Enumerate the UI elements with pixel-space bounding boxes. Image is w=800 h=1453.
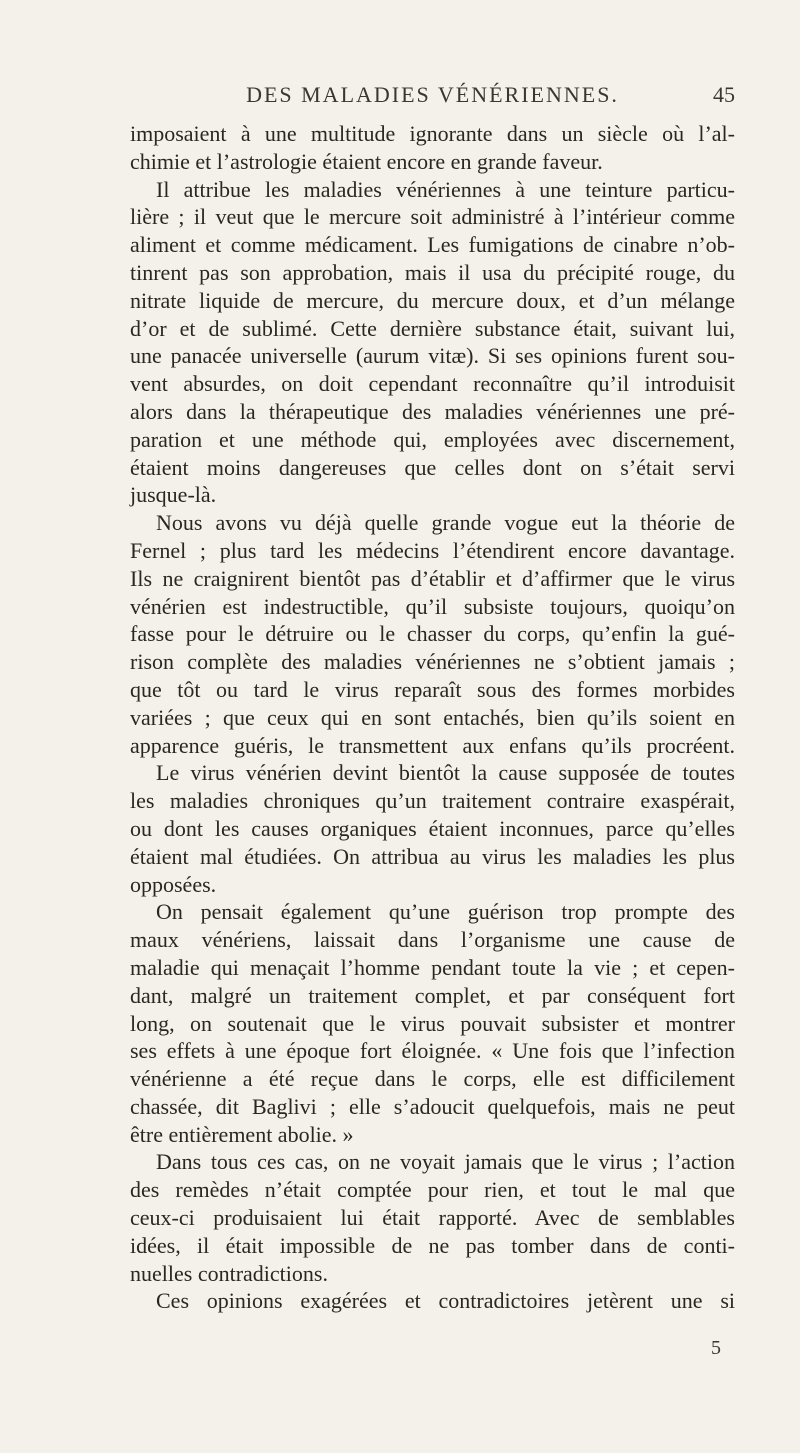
text-line: long, on soutenait que le virus pouvait subsister et montrer <box>130 1010 735 1036</box>
text-line: aliment et comme médicament. Les fumigations de cinabre n’ob- <box>130 232 735 258</box>
text-line: Le virus vénérien devint bientôt la cause supposée de toutes <box>156 760 735 786</box>
text-line: lière ; il veut que le mercure soit administré à l’intérieur comme <box>130 204 735 230</box>
text-line: alors dans la thérapeutique des maladies vénériennes une pré- <box>130 398 735 424</box>
text-line: opposées. <box>130 871 217 897</box>
page-number: 45 <box>713 82 735 107</box>
text-line: étaient mal étudiées. On attribua au virus les maladies les plus <box>130 843 735 869</box>
text-line: apparence guéris, le transmettent aux enfans qu’ils procréent. <box>130 732 735 758</box>
text-line: ses effets à une époque fort éloignée. « Une fois que l’infection <box>130 1038 735 1064</box>
text-line: Il attribue les maladies vénériennes à une teinture particu- <box>156 176 735 202</box>
text-line: chimie et l’astrologie étaient encore en grande faveur. <box>130 148 603 174</box>
text-line: Fernel ; plus tard les médecins l’étendirent encore davantage. <box>130 537 735 563</box>
text-line: nitrate liquide de mercure, du mercure doux, et d’un mélange <box>130 287 735 313</box>
text-line: jusque-là. <box>130 482 217 508</box>
body-text <box>130 120 735 1315</box>
text-line: dant, malgré un traitement complet, et par conséquent fort <box>130 982 735 1008</box>
text-line: On pensait également qu’une guérison trop prompte des <box>156 899 735 925</box>
text-line: maux vénériens, laissait dans l’organisme une cause de <box>130 927 735 953</box>
text-line: Ces opinions exagérées et contradictoires jetèrent une si <box>156 1288 735 1314</box>
text-line: vénérienne a été reçue dans le corps, elle est difficilement <box>130 1066 735 1092</box>
text-line: vénérien est indestructible, qu’il subsiste toujours, quoiqu’on <box>130 593 735 619</box>
text-line: étaient moins dangereuses que celles dont on s’était servi <box>130 454 735 480</box>
text-line: tinrent pas son approbation, mais il usa du précipité rouge, du <box>130 259 735 285</box>
text-line: ceux-ci produisaient lui était rapporté. Avec de semblables <box>130 1205 735 1231</box>
text-line: Nous avons vu déjà quelle grande vogue eut la théorie de <box>156 510 735 536</box>
text-line: que tôt ou tard le virus reparaît sous des formes morbides <box>130 676 735 702</box>
text-line: Dans tous ces cas, on ne voyait jamais que le virus ; l’action <box>156 1149 735 1175</box>
text-line: chassée, dit Baglivi ; elle s’adoucit quelquefois, mais ne peut <box>130 1093 735 1119</box>
text-line: paration et une méthode qui, employées avec discernement, <box>130 426 735 452</box>
text-line: idées, il était impossible de ne pas tomber dans de conti- <box>130 1232 735 1258</box>
text-line: maladie qui menaçait l’homme pendant toute la vie ; et cepen- <box>130 954 735 980</box>
text-line: vent absurdes, on doit cependant reconnaître qu’il introduisit <box>130 371 735 397</box>
signature-mark: 5 <box>711 1337 721 1359</box>
text-line: rison complète des maladies vénériennes ne s’obtient jamais ; <box>130 649 735 675</box>
text-line: d’or et de sublimé. Cette dernière substance était, suivant lui, <box>130 315 735 341</box>
text-line: ou dont les causes organiques étaient inconnues, parce qu’elles <box>130 815 735 841</box>
page-header <box>130 82 735 116</box>
text-line: être entièrement abolie. » <box>130 1121 354 1147</box>
text-line: des remèdes n’était comptée pour rien, et tout le mal que <box>130 1177 735 1203</box>
running-title: DES MALADIES VÉNÉRIENNES. <box>246 82 619 107</box>
text-line: une panacée universelle (aurum vitæ). Si ses opinions furent sou- <box>130 343 735 369</box>
text-line: les maladies chroniques qu’un traitement contraire exaspérait, <box>130 788 735 814</box>
text-line: Ils ne craignirent bientôt pas d’établir et d’affirmer que le virus <box>130 565 735 591</box>
text-line: nuelles contradictions. <box>130 1260 328 1286</box>
text-line: fasse pour le détruire ou le chasser du corps, qu’enfin la gué- <box>130 621 735 647</box>
text-line: imposaient à une multitude ignorante dans un siècle où l’al- <box>130 121 735 146</box>
text-line: variées ; que ceux qui en sont entachés, bien qu’ils soient en <box>130 704 735 730</box>
